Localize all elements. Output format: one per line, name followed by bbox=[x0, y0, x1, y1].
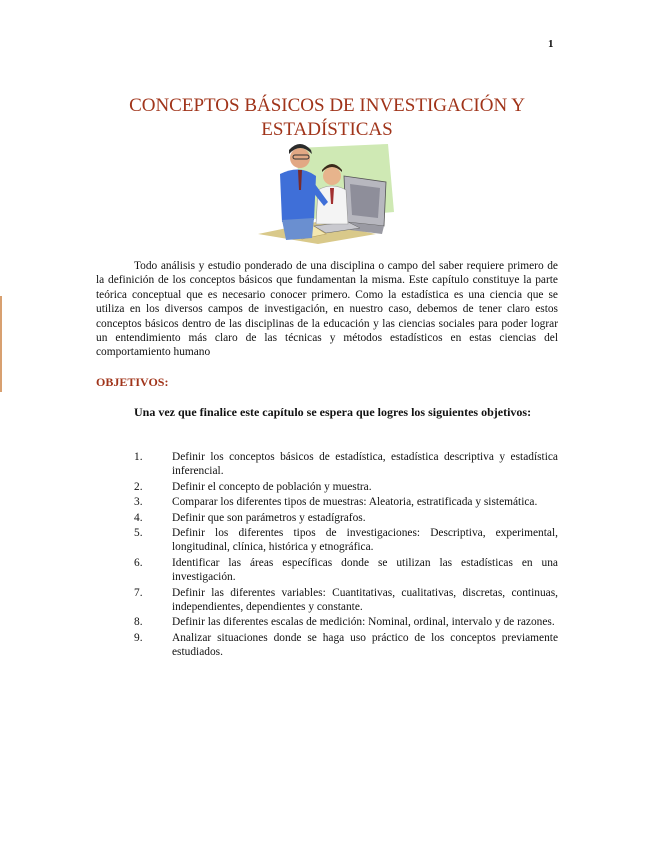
objective-item bbox=[134, 495, 558, 509]
objective-text: Definir las diferentes variables: Cuantitativas, cualitativas, discretas, continuas, independientes, dependientes y constante. bbox=[172, 586, 558, 614]
objective-item bbox=[134, 511, 558, 525]
objective-number: 7. bbox=[134, 586, 143, 599]
objectives-heading: OBJETIVOS: bbox=[96, 375, 169, 389]
people-at-computer-illustration bbox=[256, 142, 396, 244]
objective-text: Definir las diferentes escalas de medición: Nominal, ordinal, intervalo y de razones. bbox=[172, 616, 555, 629]
objective-item bbox=[134, 556, 558, 585]
page-number: 1 bbox=[548, 38, 554, 50]
objective-number: 9. bbox=[134, 631, 143, 644]
objective-item bbox=[134, 480, 558, 494]
objective-item bbox=[134, 450, 558, 479]
page-title bbox=[96, 94, 558, 142]
objectives-intro: Una vez que finalice este capítulo se espera que logres los siguientes objetivos: bbox=[134, 405, 532, 419]
objective-number: 4. bbox=[134, 511, 143, 524]
objective-text: Definir que son parámetros y estadígrafos. bbox=[172, 511, 366, 524]
objective-number: 1. bbox=[134, 451, 143, 463]
intro-paragraph: Todo análisis y estudio ponderado de una disciplina o campo del saber requiere primero de la definición de los conceptos básicos que fundamentan la misma. Este capítulo constituye la parte teórica conceptual que es necesario conocer primero. Como la estadística es una ciencia que se utiliza en los diversos campos de investigación, en nuestro caso, debemos de tener claro estos conceptos básicos dentro de las disciplinas de la educación y las ciencias sociales para poder lograr un entendimiento más claro de las técnicas y métodos estadísticos en estas ciencias del comportamiento humano bbox=[96, 260, 558, 359]
objective-number: 6. bbox=[134, 556, 143, 569]
objective-number: 8. bbox=[134, 616, 143, 629]
title-line-2: ESTADÍSTICAS bbox=[261, 119, 393, 140]
objectives-list bbox=[134, 450, 558, 661]
objective-text: Identificar las áreas específicas donde se utilizan las estadísticas en una investigación. bbox=[172, 556, 558, 584]
objective-text: Definir los diferentes tipos de investigaciones: Descriptiva, experimental, longitudinal, clínica, histórica y etnográfica. bbox=[172, 527, 558, 554]
objective-item bbox=[134, 631, 558, 660]
objective-number: 3. bbox=[134, 496, 143, 509]
objective-number: 2. bbox=[134, 480, 143, 493]
objective-text: Definir el concepto de población y muestra. bbox=[172, 480, 372, 493]
objective-text: Comparar los diferentes tipos de muestras: Aleatoria, estratificada y sistemática. bbox=[172, 496, 538, 509]
title-line-1: CONCEPTOS BÁSICOS DE INVESTIGACIÓN Y bbox=[129, 95, 525, 116]
objective-number: 5. bbox=[134, 527, 143, 540]
margin-mark bbox=[0, 296, 2, 392]
objective-item bbox=[134, 586, 558, 615]
objective-text: Analizar situaciones donde se haga uso práctico de los conceptos previamente estudiados. bbox=[172, 631, 558, 659]
objective-item bbox=[134, 526, 558, 555]
objective-text: Definir los conceptos básicos de estadística, estadística descriptiva y estadística inferencial. bbox=[172, 451, 558, 478]
objective-item bbox=[134, 615, 558, 629]
